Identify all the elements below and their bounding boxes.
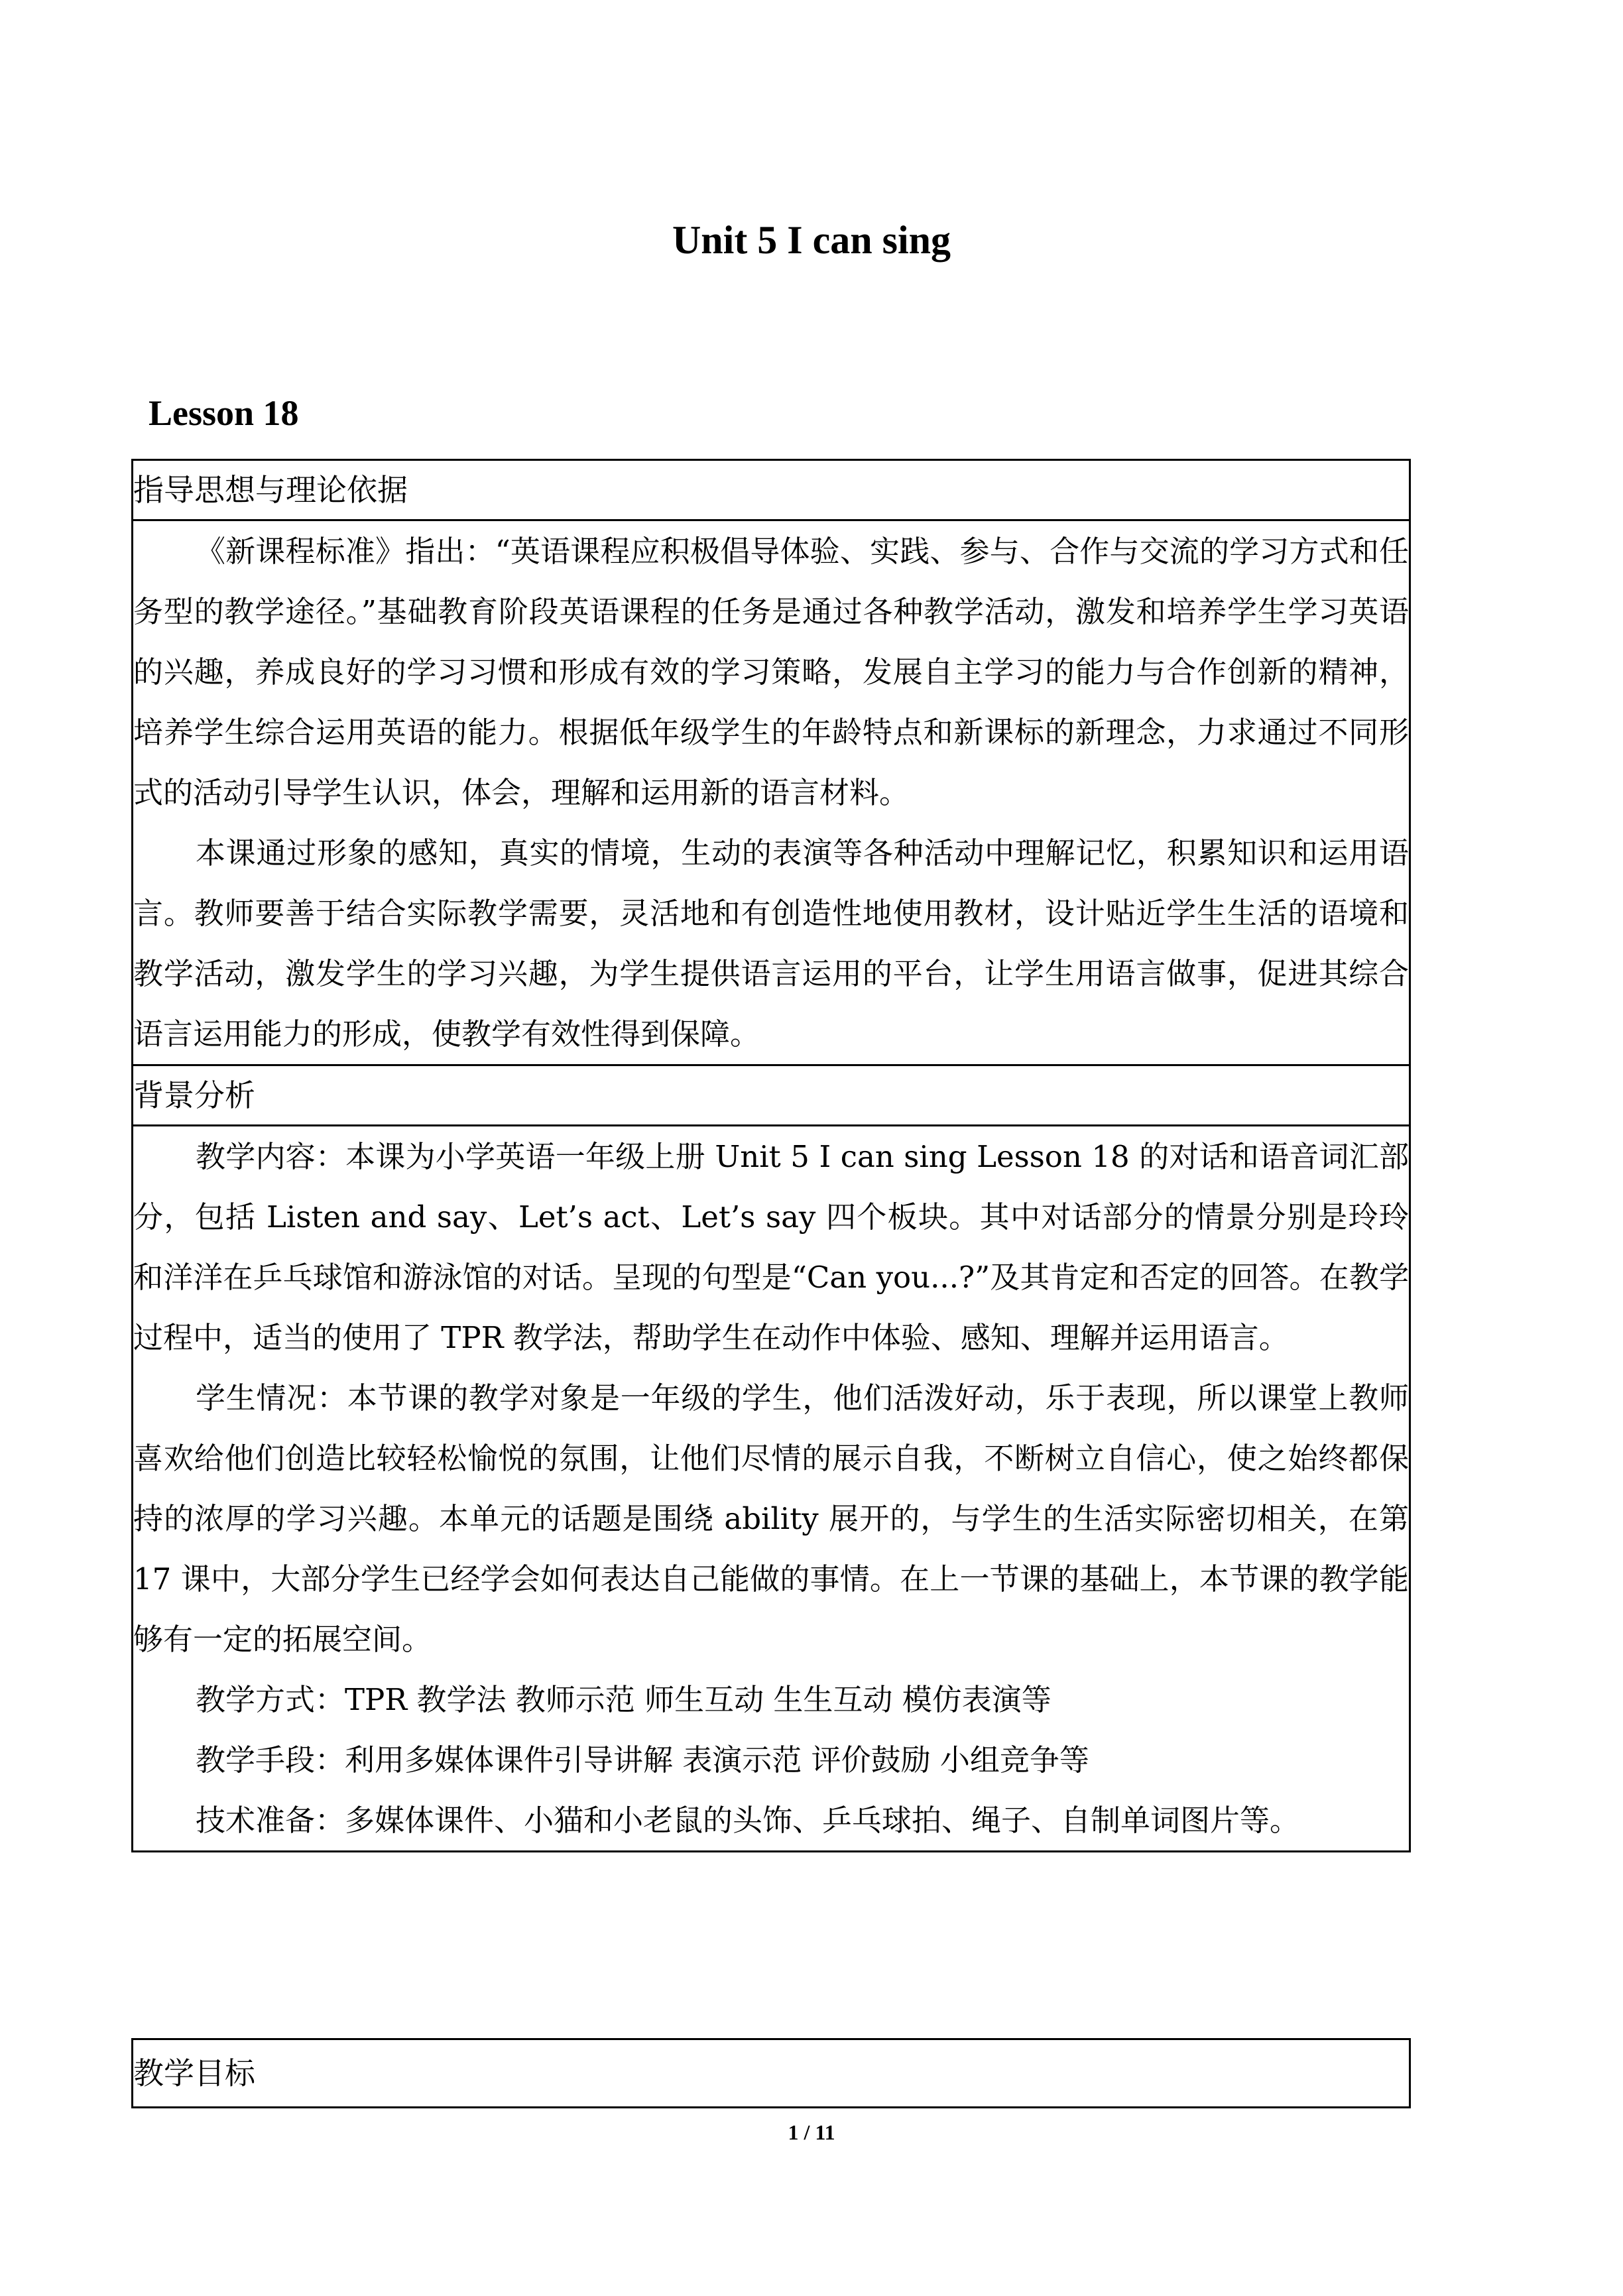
section-heading-guiding-theory: 指导思想与理论依据 bbox=[133, 460, 1410, 520]
table-row bbox=[133, 2039, 1410, 2108]
paragraph: 本课通过形象的感知，真实的情境，生动的表演等各种活动中理解记忆，积累知识和运用语言。教师要善于结合实际教学需要，灵活地和有创造性地使用教材，设计贴近学生生活的语境和教学活动，激发学生的学习兴趣，为学生提供语言运用的平台，让学生用语言做事，促进其综合语言运用能力的形成，使教学有效性得到保障。 bbox=[133, 835, 1409, 1052]
paragraph-teaching-methods: 教学方式：TPR 教学法 教师示范 师生互动 生生互动 模仿表演等 bbox=[196, 1682, 1052, 1717]
section-heading-teaching-goals: 教学目标 bbox=[133, 2039, 1410, 2108]
table-row bbox=[133, 1065, 1410, 1126]
paragraph-teaching-content: 教学内容：本课为小学英语一年级上册 Unit 5 I can sing Lesson 18 的对话和语音词汇部分，包括 Listen and say、Let’s act、Let’s say 四个板块。其中对话部分的情景分别是玲玲和洋洋在乒乓球馆和游泳馆的对话。呈现的句型是“Can you...?”及其肯定和否定的回答。在教学过程中，适当的使用了 TPR 教学法，帮助学生在动作中体验、感知、理解并运用语言。 bbox=[133, 1139, 1409, 1355]
paragraph-technical-prep: 技术准备：多媒体课件、小猫和小老鼠的头饰、乒乓球拍、绳子、自制单词图片等。 bbox=[196, 1803, 1300, 1838]
section-body-background bbox=[133, 1126, 1410, 1852]
document-title: Unit 5 I can sing bbox=[672, 218, 951, 262]
section-heading-background: 背景分析 bbox=[133, 1065, 1410, 1126]
table-row bbox=[133, 520, 1410, 1065]
table-row bbox=[133, 1126, 1410, 1852]
section-body-guiding-theory bbox=[133, 520, 1410, 1065]
paragraph-student-situation: 学生情况：本节课的教学对象是一年级的学生，他们活泼好动，乐于表现，所以课堂上教师喜欢给他们创造比较轻松愉悦的氛围，让他们尽情的展示自我，不断树立自信心，使之始终都保持的浓厚的学习兴趣。本单元的话题是围绕 ability 展开的，与学生的生活实际密切相关，在第 17 课中，大部分学生已经学会如何表达自己能做的事情。在上一节课的基础上，本节课的教学能够有一定的拓展空间。 bbox=[133, 1380, 1409, 1657]
page-number: 1 / 11 bbox=[788, 2120, 835, 2144]
paragraph: 《新课程标准》指出：“英语课程应积极倡导体验、实践、参与、合作与交流的学习方式和任务型的教学途径。”基础教育阶段英语课程的任务是通过各种教学活动，激发和培养学生学习英语的兴趣，养成良好的学习习惯和形成有效的学习策略，发展自主学习的能力与合作创新的精神，培养学生综合运用英语的能力。根据低年级学生的年龄特点和新课标的新理念，力求通过不同形式的活动引导学生认识，体会，理解和运用新的语言材料。 bbox=[133, 534, 1409, 810]
table-row bbox=[133, 460, 1410, 520]
lesson-heading: Lesson 18 bbox=[149, 393, 299, 433]
lesson-plan-table bbox=[131, 459, 1411, 1852]
teaching-goals-table bbox=[131, 2038, 1411, 2108]
paragraph-teaching-means: 教学手段：利用多媒体课件引导讲解 表演示范 评价鼓励 小组竞争等 bbox=[196, 1742, 1089, 1778]
